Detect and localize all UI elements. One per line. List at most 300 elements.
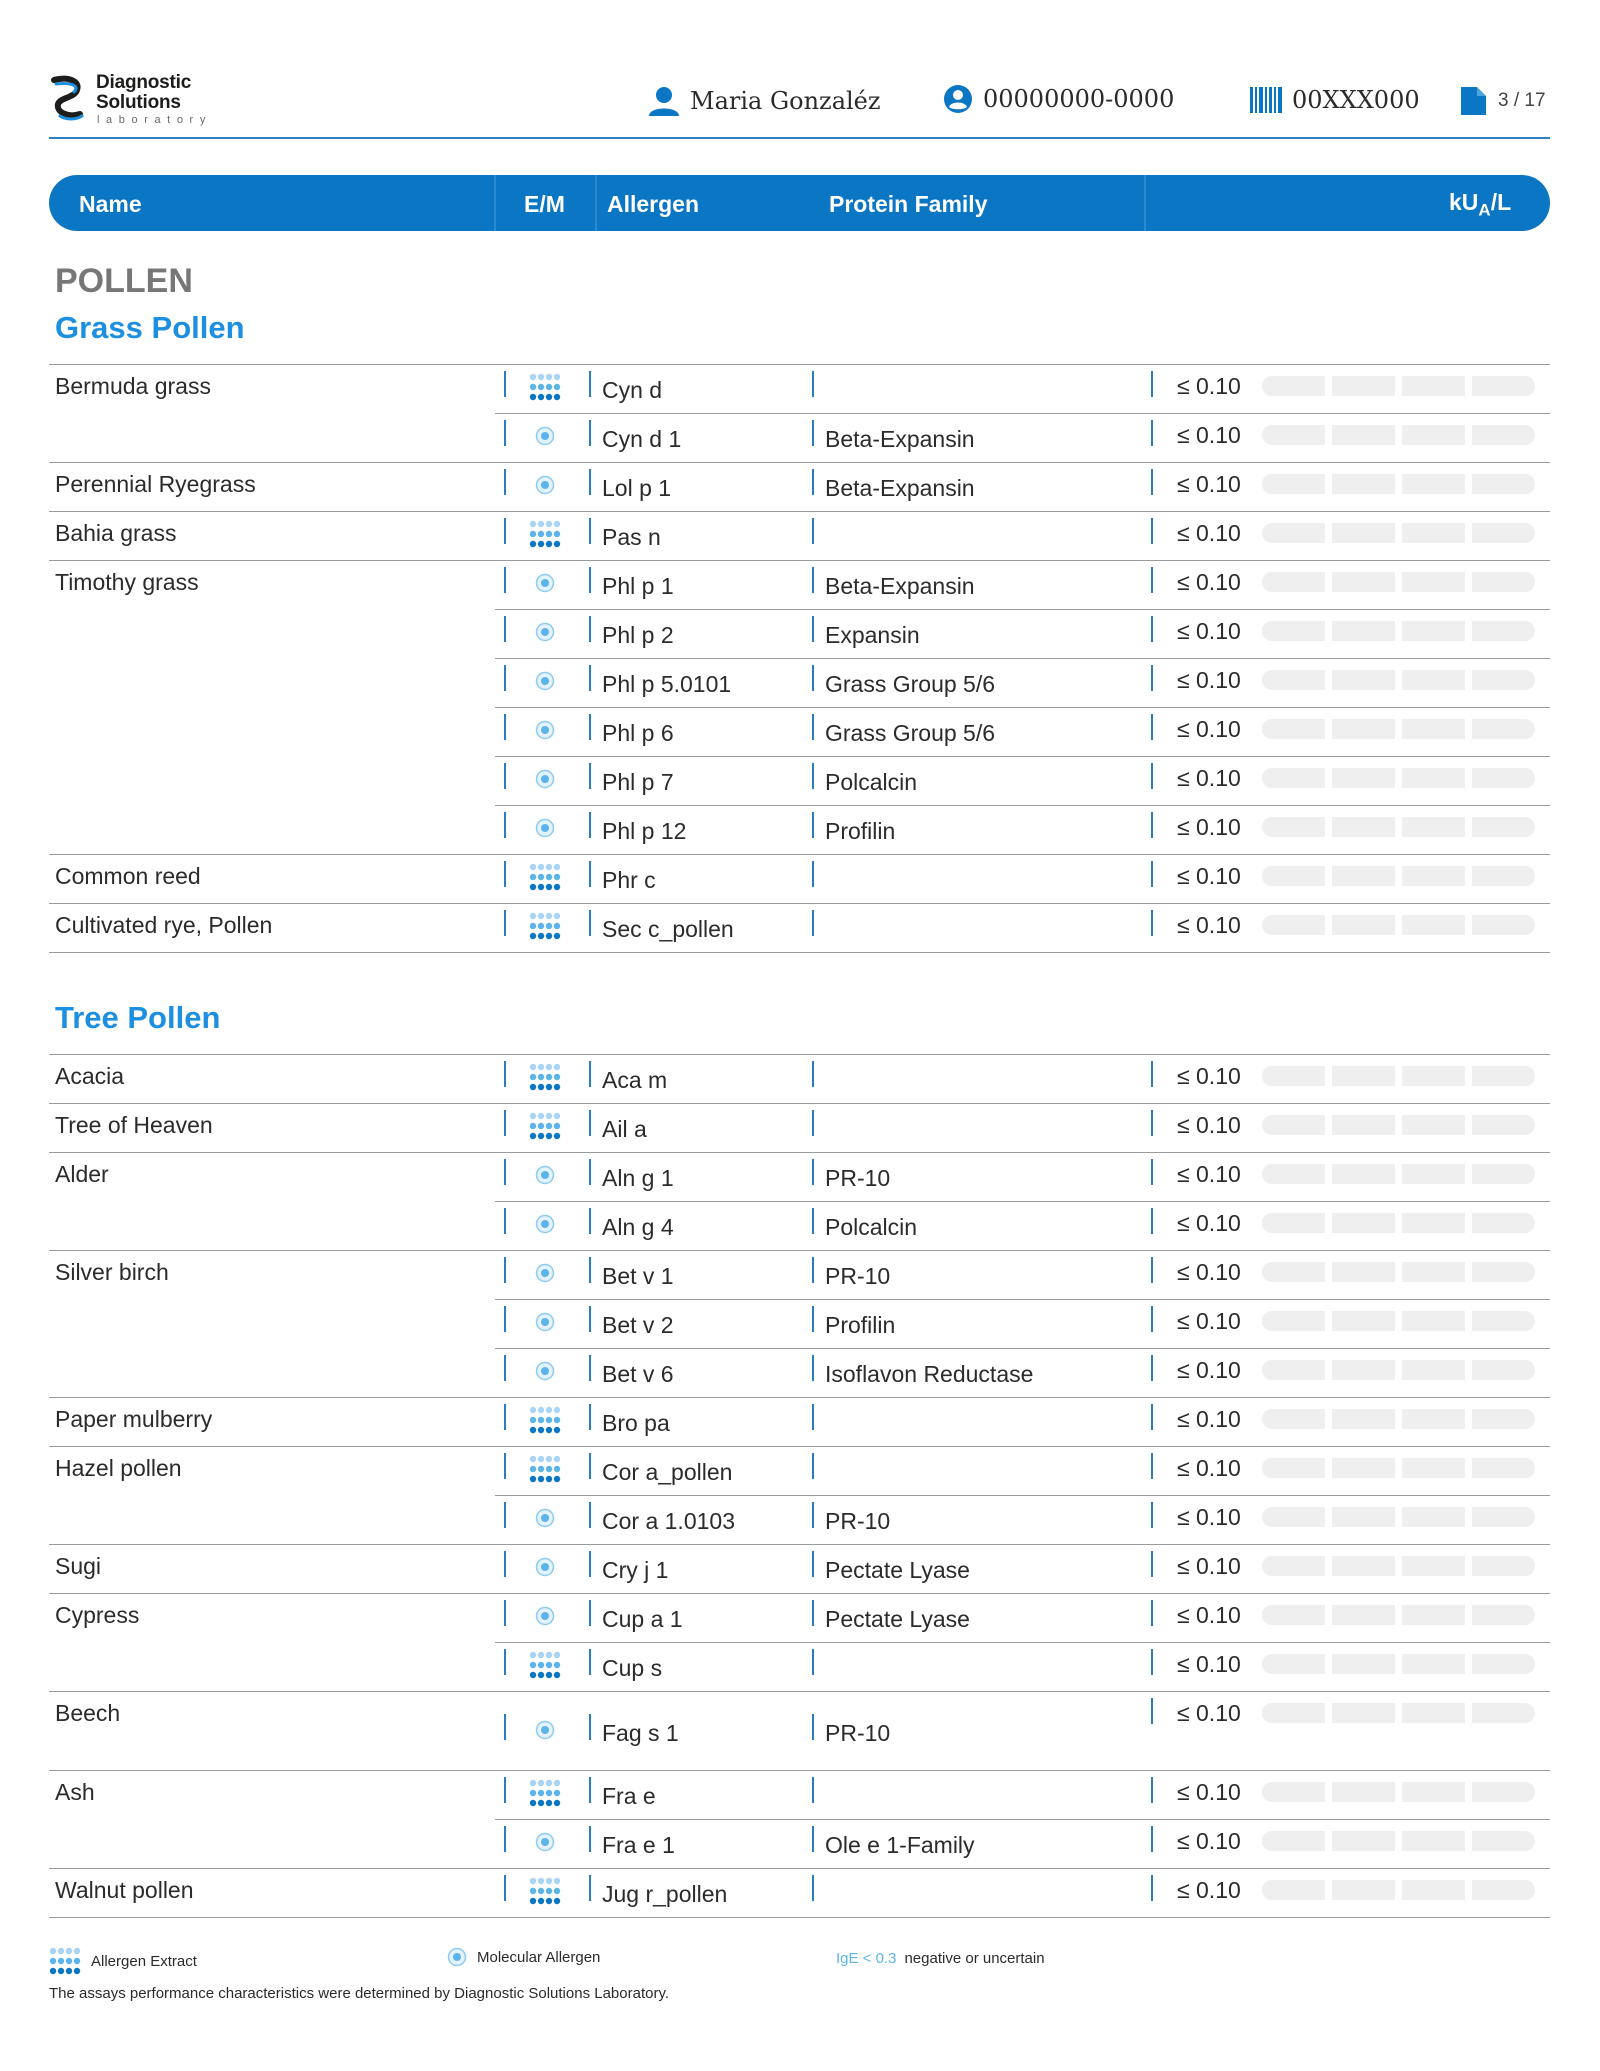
scale-segment	[1262, 1654, 1325, 1674]
column-divider	[812, 518, 814, 544]
scale-segment	[1402, 1507, 1465, 1527]
scale-segment	[1332, 1311, 1395, 1331]
allergen-code: Bet v 6	[602, 1361, 674, 1387]
section-title: POLLEN	[55, 262, 193, 300]
result-scale-bar	[1262, 719, 1535, 739]
column-divider	[504, 910, 506, 936]
scale-segment	[1472, 1066, 1535, 1086]
scale-segment	[1262, 1703, 1325, 1723]
column-divider	[504, 518, 506, 544]
scale-segment	[1472, 866, 1535, 886]
scale-segment	[1402, 572, 1465, 592]
protein-family: PR-10	[825, 1263, 891, 1289]
user-icon	[648, 86, 680, 116]
scale-segment	[1402, 1782, 1465, 1802]
column-divider	[589, 420, 591, 446]
scale-segment	[1472, 572, 1535, 592]
allergen-extract-icon	[529, 1455, 561, 1483]
result-value: ≤ 0.10	[1177, 471, 1241, 497]
col-unit	[1449, 189, 1511, 221]
em-indicator	[527, 1306, 563, 1338]
molecular-allergen-icon	[535, 1508, 555, 1528]
column-divider	[504, 1714, 506, 1740]
protein-family: Beta-Expansin	[825, 475, 975, 501]
column-divider	[589, 1875, 591, 1901]
table-row	[495, 707, 1550, 756]
scale-segment	[1402, 1703, 1465, 1723]
em-indicator	[527, 1551, 563, 1583]
scale-segment	[1402, 817, 1465, 837]
page-indicator	[1458, 84, 1546, 118]
protein-family: PR-10	[825, 1165, 891, 1191]
scale-segment	[1472, 1262, 1535, 1282]
result-value: ≤ 0.10	[1177, 569, 1241, 595]
column-divider	[1151, 1777, 1153, 1803]
table-row	[495, 1819, 1550, 1868]
barcode-value: 00XXX000	[1292, 86, 1420, 114]
page-number: 3 / 17	[1498, 90, 1546, 111]
column-divider	[504, 714, 506, 740]
account-circle-icon	[943, 84, 973, 114]
column-divider	[812, 1110, 814, 1136]
molecular-allergen-icon	[535, 1165, 555, 1185]
table-row	[49, 463, 1550, 511]
column-divider	[504, 1875, 506, 1901]
result-value: ≤ 0.10	[1177, 520, 1241, 546]
table-row	[49, 1771, 1550, 1819]
result-scale-bar	[1262, 523, 1535, 543]
molecular-allergen-icon	[535, 769, 555, 789]
column-divider	[812, 910, 814, 936]
table-row	[49, 904, 1550, 952]
column-divider	[812, 861, 814, 887]
scale-segment	[1332, 817, 1395, 837]
result-scale-bar	[1262, 915, 1535, 935]
em-indicator	[527, 1453, 563, 1485]
scale-segment	[1332, 474, 1395, 494]
molecular-allergen-icon	[535, 818, 555, 838]
column-header-bar	[49, 175, 1550, 231]
allergen-group	[49, 1104, 1550, 1153]
scale-segment	[1472, 768, 1535, 788]
patient-name: Maria Gonzaléz	[690, 87, 881, 115]
source-name: Tree of Heaven	[55, 1112, 213, 1138]
allergen-code: Bro pa	[602, 1410, 670, 1436]
col-em: E/M	[524, 191, 565, 217]
scale-segment	[1262, 1782, 1325, 1802]
column-divider	[504, 1257, 506, 1283]
scale-segment	[1472, 1831, 1535, 1851]
result-value: ≤ 0.10	[1177, 1112, 1241, 1138]
scale-segment	[1332, 1654, 1395, 1674]
allergen-group	[49, 1771, 1550, 1869]
column-divider	[589, 371, 591, 397]
column-divider	[589, 1306, 591, 1332]
col-divider	[494, 175, 496, 231]
result-value: ≤ 0.10	[1177, 1308, 1241, 1334]
result-scale-bar	[1262, 1782, 1535, 1802]
scale-segment	[1332, 1360, 1395, 1380]
protein-family: Profilin	[825, 818, 896, 844]
result-scale-bar	[1262, 376, 1535, 396]
result-value: ≤ 0.10	[1177, 373, 1241, 399]
column-divider	[589, 469, 591, 495]
result-value: ≤ 0.10	[1177, 618, 1241, 644]
scale-segment	[1262, 866, 1325, 886]
allergen-extract-icon	[529, 520, 561, 548]
allergen-group	[49, 365, 1550, 463]
allergen-group	[49, 1055, 1550, 1104]
scale-segment	[1472, 474, 1535, 494]
em-indicator	[527, 1649, 563, 1681]
allergen-code: Bet v 2	[602, 1312, 674, 1338]
result-scale-bar	[1262, 1458, 1535, 1478]
allergen-code: Bet v 1	[602, 1263, 674, 1289]
allergen-code: Phl p 7	[602, 769, 674, 795]
lab-logo	[50, 72, 240, 132]
result-value: ≤ 0.10	[1177, 422, 1241, 448]
result-value: ≤ 0.10	[1177, 1553, 1241, 1579]
em-indicator	[527, 910, 563, 942]
protein-family: Profilin	[825, 1312, 896, 1338]
column-divider	[504, 616, 506, 642]
allergen-code: Phl p 2	[602, 622, 674, 648]
source-name: Hazel pollen	[55, 1455, 182, 1481]
protein-family: Beta-Expansin	[825, 573, 975, 599]
column-divider	[812, 371, 814, 397]
scale-segment	[1332, 1409, 1395, 1429]
scale-segment	[1402, 719, 1465, 739]
column-divider	[1151, 518, 1153, 544]
em-indicator	[527, 371, 563, 403]
scale-segment	[1402, 1831, 1465, 1851]
column-divider	[812, 1714, 814, 1740]
column-divider	[812, 763, 814, 789]
em-indicator	[527, 469, 563, 501]
molecular-allergen-icon	[535, 475, 555, 495]
column-divider	[1151, 1698, 1153, 1724]
unit-sub: A	[1478, 200, 1491, 220]
result-scale-bar	[1262, 1831, 1535, 1851]
scale-segment	[1262, 1360, 1325, 1380]
column-divider	[504, 1453, 506, 1479]
legend-molecular	[447, 1947, 600, 1967]
scale-segment	[1402, 1605, 1465, 1625]
column-divider	[1151, 1826, 1153, 1852]
allergen-extract-icon	[529, 1063, 561, 1091]
scale-segment	[1332, 1458, 1395, 1478]
scale-segment	[1402, 1115, 1465, 1135]
molecular-allergen-icon	[535, 720, 555, 740]
source-name: Cultivated rye, Pollen	[55, 912, 273, 938]
column-divider	[812, 1208, 814, 1234]
allergen-extract-icon	[529, 1406, 561, 1434]
molecular-allergen-icon	[535, 1312, 555, 1332]
column-divider	[1151, 1159, 1153, 1185]
scale-segment	[1262, 1066, 1325, 1086]
result-scale-bar	[1262, 1654, 1535, 1674]
result-scale-bar	[1262, 1556, 1535, 1576]
allergen-code: Phl p 1	[602, 573, 674, 599]
column-divider	[504, 1551, 506, 1577]
scale-segment	[1332, 719, 1395, 739]
allergen-extract-icon	[529, 863, 561, 891]
column-divider	[589, 1502, 591, 1528]
scale-segment	[1262, 1213, 1325, 1233]
source-name: Bahia grass	[55, 520, 177, 546]
source-name: Alder	[55, 1161, 109, 1187]
document-icon	[1458, 86, 1488, 116]
scale-segment	[1472, 1605, 1535, 1625]
protein-family: Beta-Expansin	[825, 426, 975, 452]
scale-segment	[1262, 572, 1325, 592]
column-divider	[812, 1600, 814, 1626]
em-indicator	[527, 420, 563, 452]
legend-molecular-label: Molecular Allergen	[477, 1948, 601, 1966]
column-divider	[589, 1355, 591, 1381]
allergen-group	[49, 904, 1550, 953]
column-divider	[1151, 1061, 1153, 1087]
table-row	[49, 1594, 1550, 1642]
scale-segment	[1332, 1605, 1395, 1625]
em-indicator	[527, 665, 563, 697]
result-value: ≤ 0.10	[1177, 1700, 1241, 1726]
result-value: ≤ 0.10	[1177, 1504, 1241, 1530]
table-row	[49, 512, 1550, 560]
scale-segment	[1472, 1782, 1535, 1802]
column-divider	[504, 1600, 506, 1626]
scale-segment	[1332, 1115, 1395, 1135]
allergen-code: Sec c_pollen	[602, 916, 734, 942]
result-scale-bar	[1262, 1164, 1535, 1184]
result-scale-bar	[1262, 474, 1535, 494]
em-indicator	[527, 1600, 563, 1632]
scale-segment	[1332, 425, 1395, 445]
header-divider	[49, 137, 1550, 139]
column-divider	[1151, 812, 1153, 838]
table-row	[495, 1201, 1550, 1250]
scale-segment	[1332, 572, 1395, 592]
allergen-extract-icon	[529, 1779, 561, 1807]
logo-line2: Solutions	[96, 92, 181, 113]
allergen-group	[49, 1251, 1550, 1398]
molecular-allergen-icon	[535, 1263, 555, 1283]
result-scale-bar	[1262, 621, 1535, 641]
table-row	[495, 1348, 1550, 1397]
allergen-group	[49, 561, 1550, 855]
column-divider	[589, 1777, 591, 1803]
em-indicator	[527, 1061, 563, 1093]
column-divider	[504, 1355, 506, 1381]
allergen-group	[49, 463, 1550, 512]
em-indicator	[527, 1355, 563, 1387]
scale-segment	[1402, 1311, 1465, 1331]
allergen-code: Cor a 1.0103	[602, 1508, 735, 1534]
source-name: Silver birch	[55, 1259, 169, 1285]
column-divider	[1151, 1257, 1153, 1283]
column-divider	[589, 616, 591, 642]
scale-segment	[1262, 1556, 1325, 1576]
em-indicator	[527, 1502, 563, 1534]
scale-segment	[1472, 1556, 1535, 1576]
molecular-allergen-icon	[535, 1720, 555, 1740]
column-divider	[812, 1875, 814, 1901]
result-value: ≤ 0.10	[1177, 1455, 1241, 1481]
allergen-group	[49, 1447, 1550, 1545]
table-row	[49, 1545, 1550, 1593]
column-divider	[504, 1306, 506, 1332]
column-divider	[812, 1355, 814, 1381]
table-row	[49, 855, 1550, 903]
protein-family: Polcalcin	[825, 769, 918, 795]
scale-segment	[1332, 1880, 1395, 1900]
scale-segment	[1332, 1164, 1395, 1184]
table-row	[49, 1104, 1550, 1152]
column-divider	[589, 665, 591, 691]
result-value: ≤ 0.10	[1177, 1063, 1241, 1089]
result-scale-bar	[1262, 1311, 1535, 1331]
scale-segment	[1262, 474, 1325, 494]
column-divider	[504, 469, 506, 495]
protein-family: Pectate Lyase	[825, 1606, 970, 1632]
scale-segment	[1332, 1556, 1395, 1576]
column-divider	[1151, 1649, 1153, 1675]
allergen-group	[49, 1869, 1550, 1918]
allergen-code: Fra e	[602, 1783, 656, 1809]
allergen-code: Jug r_pollen	[602, 1881, 728, 1907]
column-divider	[504, 1502, 506, 1528]
column-divider	[589, 518, 591, 544]
source-name: Cypress	[55, 1602, 140, 1628]
scale-segment	[1472, 1115, 1535, 1135]
scale-segment	[1472, 1360, 1535, 1380]
column-divider	[589, 567, 591, 593]
column-divider	[589, 763, 591, 789]
table-row	[49, 1398, 1550, 1446]
result-value: ≤ 0.10	[1177, 667, 1241, 693]
scale-segment	[1262, 1409, 1325, 1429]
result-scale-bar	[1262, 866, 1535, 886]
column-divider	[1151, 714, 1153, 740]
result-scale-bar	[1262, 1703, 1535, 1723]
scale-segment	[1472, 1458, 1535, 1478]
column-divider	[812, 812, 814, 838]
table-row	[49, 1692, 1550, 1770]
column-divider	[812, 1159, 814, 1185]
result-scale-bar	[1262, 1213, 1535, 1233]
column-divider	[589, 1600, 591, 1626]
scale-segment	[1472, 915, 1535, 935]
em-indicator	[527, 1257, 563, 1289]
molecular-allergen-icon	[535, 1606, 555, 1626]
scale-segment	[1402, 376, 1465, 396]
allergen-group	[49, 1545, 1550, 1594]
scale-segment	[1262, 768, 1325, 788]
scale-segment	[1262, 1262, 1325, 1282]
result-value: ≤ 0.10	[1177, 716, 1241, 742]
column-divider	[1151, 1875, 1153, 1901]
scale-segment	[1262, 670, 1325, 690]
em-indicator	[527, 518, 563, 550]
result-value: ≤ 0.10	[1177, 863, 1241, 889]
molecular-allergen-icon	[535, 1557, 555, 1577]
column-divider	[589, 1159, 591, 1185]
scale-segment	[1472, 523, 1535, 543]
scale-segment	[1402, 1409, 1465, 1429]
scale-segment	[1262, 719, 1325, 739]
molecular-allergen-icon	[535, 1214, 555, 1234]
grass-pollen-title: Grass Pollen	[55, 310, 245, 345]
scale-segment	[1402, 1066, 1465, 1086]
legend-negative	[836, 1950, 1045, 1967]
scale-segment	[1402, 1360, 1465, 1380]
scale-segment	[1262, 1164, 1325, 1184]
molecular-allergen-icon	[535, 1832, 555, 1852]
allergen-code: Cor a_pollen	[602, 1459, 733, 1485]
scale-segment	[1402, 1556, 1465, 1576]
em-indicator	[527, 1714, 563, 1746]
column-divider	[589, 1061, 591, 1087]
allergen-extract-icon	[529, 912, 561, 940]
scale-segment	[1262, 1115, 1325, 1135]
grass-pollen-table	[49, 364, 1550, 953]
scale-segment	[1262, 1831, 1325, 1851]
source-name: Beech	[55, 1700, 121, 1726]
column-divider	[504, 1649, 506, 1675]
scale-segment	[1472, 670, 1535, 690]
scale-segment	[1402, 768, 1465, 788]
result-value: ≤ 0.10	[1177, 1828, 1241, 1854]
allergen-group	[49, 1594, 1550, 1692]
column-divider	[504, 420, 506, 446]
column-divider	[504, 567, 506, 593]
result-value: ≤ 0.10	[1177, 814, 1241, 840]
column-divider	[812, 616, 814, 642]
allergen-code: Cyn d	[602, 377, 663, 403]
column-divider	[812, 1306, 814, 1332]
molecular-allergen-icon	[535, 573, 555, 593]
result-scale-bar	[1262, 1066, 1535, 1086]
scale-segment	[1262, 425, 1325, 445]
scale-segment	[1262, 817, 1325, 837]
protein-family: Ole e 1-Family	[825, 1832, 975, 1858]
molecular-allergen-icon	[535, 671, 555, 691]
column-divider	[1151, 1453, 1153, 1479]
tree-pollen-title: Tree Pollen	[55, 1000, 221, 1035]
allergen-code: Cup a 1	[602, 1606, 683, 1632]
column-divider	[504, 861, 506, 887]
table-row	[49, 1153, 1550, 1201]
column-divider	[1151, 1355, 1153, 1381]
column-divider	[812, 1826, 814, 1852]
column-divider	[1151, 1208, 1153, 1234]
result-value: ≤ 0.10	[1177, 1877, 1241, 1903]
legend-extract-label: Allergen Extract	[91, 1952, 197, 1970]
scale-segment	[1262, 915, 1325, 935]
column-divider	[1151, 1551, 1153, 1577]
scale-segment	[1262, 621, 1325, 641]
protein-family: Grass Group 5/6	[825, 671, 996, 697]
result-scale-bar	[1262, 1409, 1535, 1429]
scale-segment	[1332, 1066, 1395, 1086]
source-name: Common reed	[55, 863, 201, 889]
scale-segment	[1332, 376, 1395, 396]
em-indicator	[527, 714, 563, 746]
scale-segment	[1472, 1654, 1535, 1674]
scale-segment	[1472, 817, 1535, 837]
allergen-code: Fag s 1	[602, 1720, 679, 1746]
scale-segment	[1472, 621, 1535, 641]
